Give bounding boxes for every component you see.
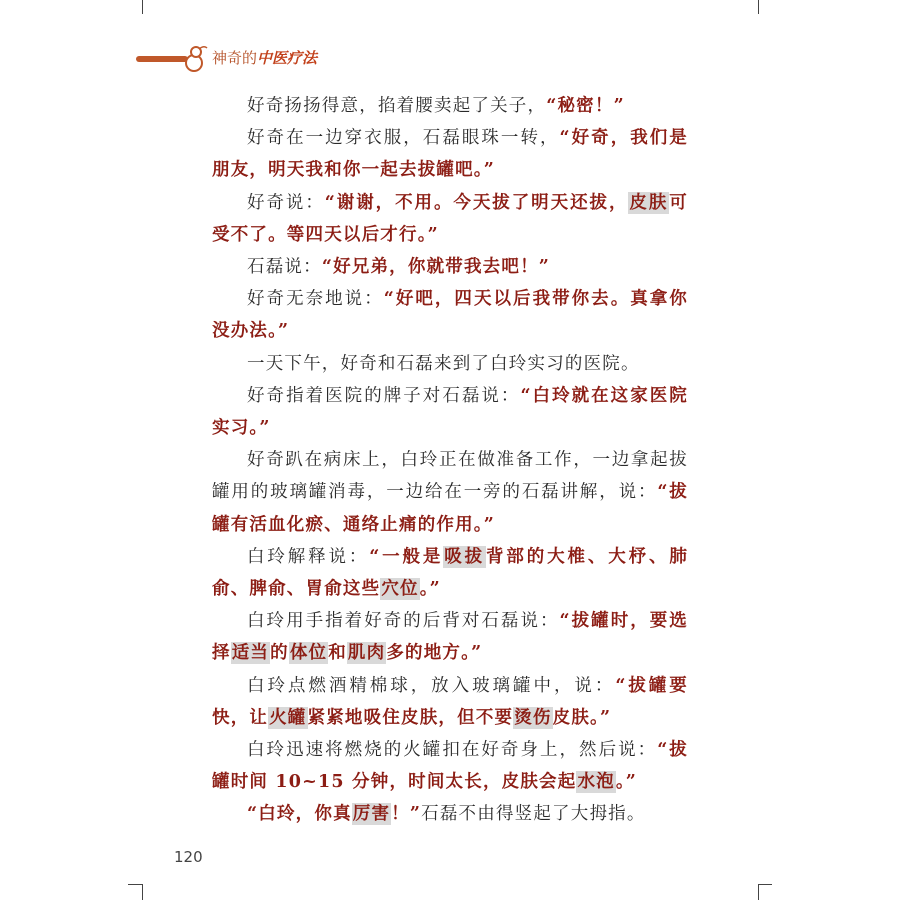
paragraph	[212, 348, 688, 380]
dialogue-text: “白玲就在这家医院实习。”	[212, 385, 688, 439]
gourd-icon	[182, 44, 210, 74]
narration-text: 好奇趴在病床上，白玲正在做准备工作，一边拿起拔罐用的玻璃罐消毒，一边给在一旁的石磊讲解，说：	[212, 450, 688, 503]
dialogue-text: “秘密！”	[546, 96, 625, 116]
dialogue-text: “一般是	[369, 546, 444, 567]
dialogue-text: 。”	[615, 772, 638, 793]
narration-text: 白玲点燃酒精棉球，放入玻璃罐中，说：	[247, 675, 616, 696]
narration-text: 石磊不由得竖起了大拇指。	[421, 804, 646, 825]
paragraph	[212, 251, 688, 283]
dialogue-text: “拔罐要快，让	[212, 675, 688, 728]
paragraph	[212, 605, 688, 669]
crop-mark-top-left	[142, 0, 143, 14]
dialogue-text: 多的地方。”	[386, 643, 483, 664]
narration-text: 好奇无奈地说：	[247, 289, 384, 310]
dialogue-text: “好吧，四天以后我带你去。真拿你没办法。”	[212, 289, 688, 342]
dialogue-text: 和	[328, 643, 347, 664]
highlighted-term: 穴位	[381, 579, 419, 600]
highlighted-term: 体位	[289, 643, 328, 664]
dialogue-text: 皮肤。”	[552, 707, 612, 728]
paragraph	[212, 187, 688, 251]
header-accent-bar	[136, 56, 188, 62]
narration-text: 好奇在一边穿衣服，石磊眼珠一转，	[247, 128, 560, 149]
dialogue-text: “谢谢，不用。今天拔了明天还拔，	[324, 192, 629, 213]
narration-text: 好奇说：	[247, 192, 325, 213]
paragraph	[212, 122, 688, 186]
paragraph	[212, 444, 688, 541]
paragraph	[212, 734, 688, 798]
highlighted-term: 肌肉	[347, 643, 386, 664]
dialogue-text: ！”	[391, 804, 422, 825]
crop-mark-bottom-left-h	[128, 884, 142, 885]
crop-mark-bottom-right	[758, 884, 759, 900]
highlighted-term: 水泡	[577, 772, 615, 793]
page-body	[212, 90, 688, 831]
dialogue-text: “好奇，我们是朋友，明天我和你一起去拔罐吧。”	[212, 128, 688, 181]
highlighted-term: 吸拔	[444, 546, 486, 567]
narration-text: 石磊说：	[247, 257, 322, 278]
highlighted-term: 皮肤	[629, 192, 669, 213]
dialogue-text: 紧紧地吸住皮肤，但不要	[307, 707, 514, 728]
crop-mark-bottom-left	[142, 884, 143, 900]
paragraph	[212, 541, 688, 605]
dialogue-text: 背部的大椎、大杼、肺俞、脾俞、胃俞这些	[212, 546, 689, 600]
header-title-prefix: 神奇的	[212, 49, 258, 67]
header-title	[212, 47, 317, 68]
narration-text: 白玲迅速将燃烧的火罐扣在好奇身上，然后说：	[247, 740, 658, 761]
narration-text: 一天下午，好奇和石磊来到了白玲实习的医院。	[247, 353, 640, 374]
dialogue-text: “好兄弟，你就带我去吧！”	[321, 257, 551, 278]
header-title-emphasis: 中医疗法	[257, 49, 318, 67]
dialogue-text: 可受不了。等四天以后才行。”	[212, 192, 688, 245]
paragraph	[212, 90, 688, 122]
dialogue-text: “拔罐有活血化瘀、通络止痛的作用。”	[212, 482, 688, 535]
crop-mark-top-right	[758, 0, 759, 14]
page-number: 120	[174, 848, 203, 866]
narration-text: 白玲解释说：	[247, 546, 370, 567]
paragraph	[212, 670, 688, 734]
running-header	[136, 44, 356, 74]
highlighted-term: 烫伤	[514, 707, 552, 728]
dialogue-text: 。”	[419, 579, 441, 600]
paragraph	[212, 380, 688, 444]
dialogue-text: “拔罐时间 10~15 分钟，时间太长，皮肤会起	[212, 740, 689, 793]
dialogue-text: “白玲，你真	[247, 804, 352, 825]
paragraph	[212, 798, 688, 830]
highlighted-term: 厉害	[352, 804, 391, 825]
dialogue-text: 的	[270, 643, 289, 664]
narration-text: 好奇指着医院的牌子对石磊说：	[247, 385, 521, 406]
narration-text: 白玲用手指着好奇的后背对石磊说：	[247, 611, 560, 632]
dialogue-text: “拔罐时，要选择	[212, 611, 688, 664]
narration-text: 好奇扬扬得意，掐着腰卖起了关子，	[247, 96, 547, 116]
crop-mark-bottom-right-h	[758, 884, 772, 885]
highlighted-term: 火罐	[269, 707, 307, 728]
highlighted-term: 适当	[231, 643, 270, 664]
paragraph	[212, 283, 688, 347]
